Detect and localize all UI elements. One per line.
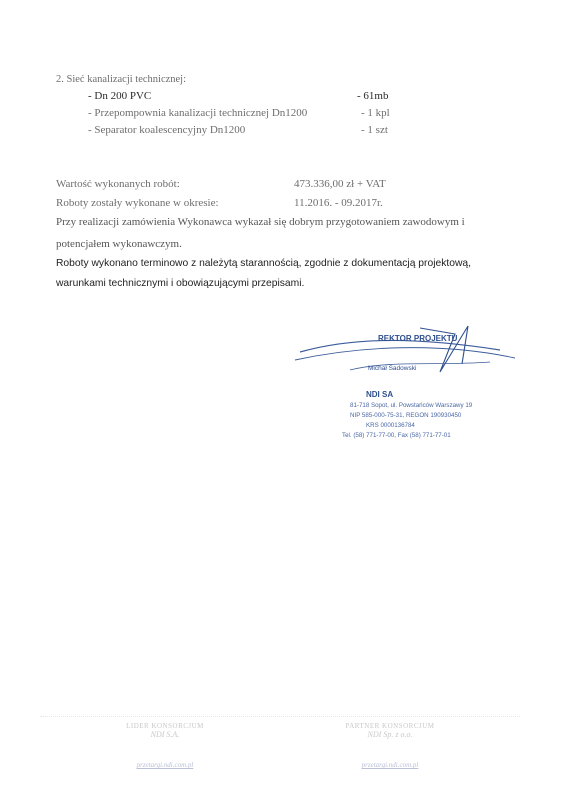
company-stamp-line-3: KRS 0000136784	[366, 422, 415, 429]
stamp-title: REKTOR PROJEKTU	[378, 334, 458, 343]
footer-left-name: NDI S.A.	[150, 730, 180, 739]
footer-left-link[interactable]: przetargi.ndi.com.pl	[136, 761, 194, 769]
stamp-name: Michał Sadowski	[368, 365, 417, 372]
signature-stamp	[290, 320, 520, 470]
footer-right	[330, 722, 450, 769]
signature-graphic	[290, 320, 520, 400]
period-label: Roboty zostały wykonane w okresie:	[56, 197, 219, 209]
footer-right-title: PARTNER KONSORCJUM	[345, 722, 435, 730]
section-heading: 2. Sieć kanalizacji technicznej:	[56, 74, 187, 85]
paragraph-1-line-1: Przy realizacji zamówienia Wykonawca wykazał się dobrym przygotowaniem zawodowym i	[56, 216, 465, 228]
item-qty-3: - 1 szt	[361, 124, 388, 136]
footer-right-link[interactable]: przetargi.ndi.com.pl	[361, 761, 419, 769]
paragraph-1-line-2: potencjałem wykonawczym.	[56, 238, 182, 250]
footer-left-title: LIDER KONSORCJUM	[126, 722, 204, 730]
footer-left	[105, 722, 225, 769]
item-name-3: - Separator koalescencyjny Dn1200	[88, 124, 246, 136]
paragraph-2-line-2: warunkami technicznymi i obowiązującymi przepisami.	[56, 278, 305, 289]
company-stamp-name: NDI SA	[366, 390, 394, 399]
item-qty-2: - 1 kpl	[361, 107, 390, 119]
footer-divider	[40, 716, 520, 717]
company-stamp-line-2: NIP 585-000-75-31, REGON 190930450	[350, 412, 462, 419]
footer-right-name: NDI Sp. z o.o.	[367, 730, 413, 739]
paragraph-2-line-1: Roboty wykonano terminowo z należytą starannością, zgodnie z dokumentacją projektową,	[56, 258, 471, 269]
item-name-1: - Dn 200 PVC	[88, 90, 152, 102]
value-amount: 473.336,00 zł + VAT	[294, 178, 386, 190]
item-name-2: - Przepompownia kanalizacji technicznej Dn1200	[88, 107, 308, 119]
item-qty-1: - 61mb	[357, 90, 389, 102]
period-value: 11.2016. - 09.2017r.	[294, 197, 383, 209]
value-label: Wartość wykonanych robót:	[56, 178, 180, 190]
company-stamp-line-4: Tel. (58) 771-77-00, Fax (58) 771-77-01	[342, 432, 451, 439]
company-stamp-line-1: 81-718 Sopot, ul. Powstańców Warszawy 19	[350, 402, 473, 409]
